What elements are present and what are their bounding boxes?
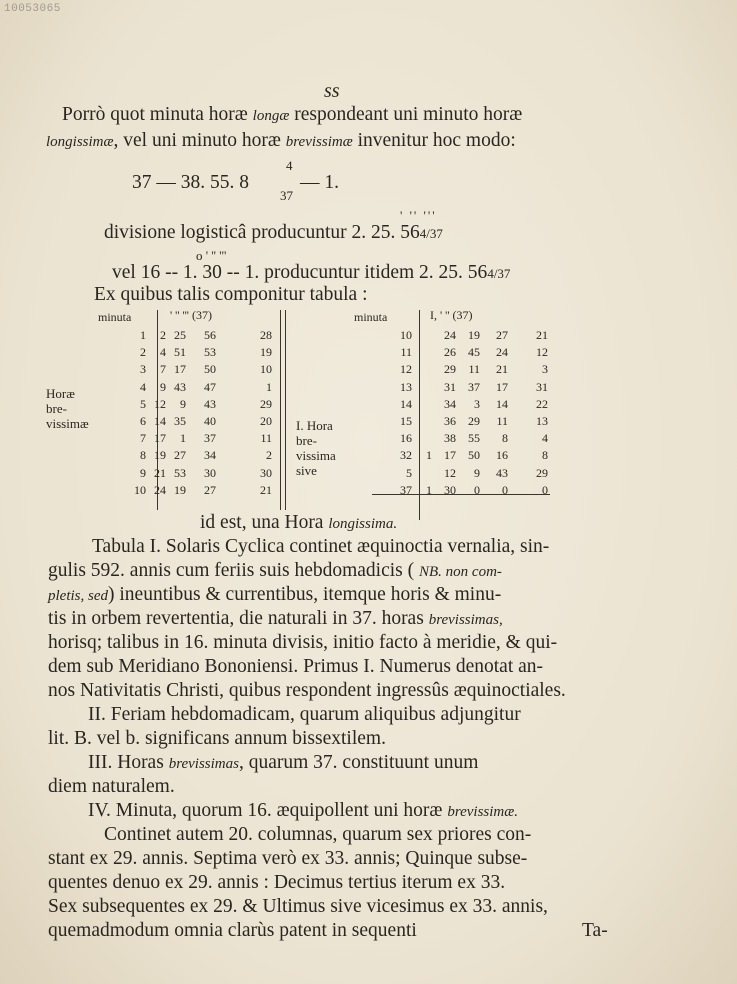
right-cell-m: 5 (406, 465, 412, 480)
right-cell-m: 32 (400, 448, 412, 463)
left-cell-b: 53 (174, 465, 186, 480)
left-cell-m: 3 (140, 362, 146, 377)
left-cell-d: 11 (260, 431, 272, 446)
text-line: longissimæ, vel uni minuto horæ brevissimæ invenitur hoc modo: (46, 130, 516, 151)
left-cell-a: 9 (160, 379, 166, 394)
text-line: nos Nativitatis Christi, quibus respondent ingressûs æquinoctiales. (48, 680, 566, 701)
left-row-label: Horæ bre- vissimæ (46, 386, 89, 431)
text-line: diem naturalem. (48, 776, 175, 797)
left-cell-m: 4 (140, 379, 146, 394)
left-cell-d: 29 (260, 396, 272, 411)
right-cell-c: 14 (496, 396, 508, 411)
left-cell-b: 43 (174, 379, 186, 394)
right-cell-a: 34 (444, 396, 456, 411)
text-line: IV. Minuta, quorum 16. æquipollent uni horæ brevissimæ. (88, 800, 519, 821)
left-cell-b: 17 (174, 362, 186, 377)
right-cell-d: 3 (542, 362, 548, 377)
equation-tail: — 1. (300, 172, 339, 193)
right-cell-d: 31 (536, 379, 548, 394)
right-cell-d: 12 (536, 345, 548, 360)
left-cell-c: 50 (204, 362, 216, 377)
left-cell-b: 1 (180, 431, 186, 446)
right-cell-m: 13 (400, 379, 412, 394)
text-line: quemadmodum omnia clarùs patent in sequenti (48, 920, 417, 941)
left-cell-a: 14 (154, 414, 166, 428)
catchword: Ta- (582, 920, 608, 941)
left-col-header-marks: ' '' ''' (37) (170, 308, 212, 322)
left-cell-m: 10 (134, 482, 146, 497)
right-cell-c: 24 (496, 345, 508, 360)
right-cell-a: 17 (444, 448, 456, 463)
text-line: tis in orbem revertentia, die naturali in 37. horas brevissimas, (48, 608, 503, 629)
left-cell-d: 30 (260, 465, 272, 480)
right-row-label: I. Hora bre- vissima sive (296, 418, 336, 478)
text-line: Continet autem 20. columnas, quarum sex priores con- (104, 824, 532, 845)
left-cell-c: 37 (204, 431, 216, 446)
right-cell-b: 55 (468, 431, 480, 446)
left-cell-c: 53 (204, 345, 216, 360)
left-cell-b: 25 (174, 328, 186, 342)
left-cell-b: 51 (174, 345, 186, 360)
left-cell-c: 43 (204, 396, 216, 411)
left-cell-b: 35 (174, 414, 186, 428)
right-cell-m: 10 (400, 328, 412, 342)
left-cell-c: 27 (204, 482, 216, 497)
left-cell-d: 2 (266, 448, 272, 463)
left-cell-a: 19 (154, 448, 166, 463)
left-cell-c: 34 (204, 448, 216, 463)
right-col-header-minuta: minuta (354, 310, 388, 324)
left-cell-d: 20 (260, 414, 272, 428)
text-line: horisq; talibus in 16. minuta divisis, initio facto à meridie, & qui- (48, 632, 558, 653)
left-cell-a: 21 (154, 465, 166, 480)
right-cell-a: 26 (444, 345, 456, 360)
right-cell-m: 37 (400, 482, 412, 497)
right-cell-a: 29 (444, 362, 456, 377)
text-line: quentes denuo ex 29. annis : Decimus tertius iterum ex 33. (48, 872, 506, 893)
right-cell-b: 0 (474, 482, 480, 497)
text-line: gulis 592. annis cum feriis suis hebdomadicis ( NB. non com- (48, 560, 502, 581)
left-cell-d: 21 (260, 482, 272, 497)
right-cell-c: 0 (502, 482, 508, 497)
right-cell-a: 36 (444, 414, 456, 428)
right-cell-b: 3 (474, 396, 480, 411)
left-cell-m: 1 (140, 328, 146, 342)
left-cell-m: 2 (140, 345, 146, 360)
right-col-header-marks: I, ' '' (37) (430, 308, 473, 322)
right-cell-m: 12 (400, 362, 412, 377)
left-cell-a: 4 (160, 345, 166, 360)
center-double-rule (285, 310, 286, 510)
right-cell-h: 1 (426, 448, 432, 463)
right-cell-a: 24 (444, 328, 456, 342)
left-cell-d: 19 (260, 345, 272, 360)
right-cell-h: 1 (426, 482, 432, 497)
left-cell-c: 47 (204, 379, 216, 394)
left-cell-b: 27 (174, 448, 186, 463)
page-signature: ss (324, 80, 340, 102)
right-cell-d: 8 (542, 448, 548, 463)
text-line: III. Horas brevissimas, quarum 37. constituunt unum (88, 752, 479, 773)
text-line: lit. B. vel b. significans annum bissextilem. (48, 728, 386, 749)
right-cell-a: 12 (444, 465, 456, 480)
left-cell-c: 40 (204, 414, 216, 428)
text-line: divisione logisticâ producuntur 2. 25. 564/37 (104, 222, 443, 243)
sexagesimal-marks: ' '' ''' (400, 208, 437, 223)
left-cell-a: 17 (154, 431, 166, 446)
left-cell-a: 7 (160, 362, 166, 377)
left-cell-a: 2 (160, 328, 166, 342)
text-line: stant ex 29. annis. Septima verò ex 33. annis; Quinque subse- (48, 848, 528, 869)
text-line: id est, una Hora longissima. (200, 512, 398, 533)
right-cell-m: 15 (400, 414, 412, 428)
right-cell-c: 21 (496, 362, 508, 377)
left-cell-b: 19 (174, 482, 186, 497)
right-cell-c: 43 (496, 465, 508, 480)
text-line: dem sub Meridiano Bononiensi. Primus I. Numerus denotat an- (48, 656, 544, 677)
right-cell-a: 30 (444, 482, 456, 497)
left-cell-m: 9 (140, 465, 146, 480)
left-cell-m: 5 (140, 396, 146, 411)
right-cell-b: 29 (468, 414, 480, 428)
text-line: Sex subsequentes ex 29. & Ultimus sive vicesimus ex 33. annis, (48, 896, 548, 917)
text-line: pletis, sed) ineuntibus & currentibus, itemque horis & minu- (48, 584, 502, 605)
center-double-rule (280, 310, 281, 510)
text-line: Tabula I. Solaris Cyclica continet æquinoctia vernalia, sin- (92, 536, 550, 557)
right-cell-b: 50 (468, 448, 480, 463)
fraction-numerator: 4 (286, 158, 293, 173)
right-cell-d: 13 (536, 414, 548, 428)
right-cell-b: 45 (468, 345, 480, 360)
left-cell-d: 28 (260, 328, 272, 342)
right-cell-a: 38 (444, 431, 456, 446)
right-cell-c: 16 (496, 448, 508, 463)
sexagesimal-marks: o ' '' ''' (196, 248, 227, 263)
right-cell-c: 27 (496, 328, 508, 342)
right-cell-b: 9 (474, 465, 480, 480)
text-line: II. Feriam hebdomadicam, quarum aliquibus adjungitur (88, 704, 521, 725)
right-cell-d: 22 (536, 396, 548, 411)
text-line: Porrò quot minuta horæ longæ respondeant uni minuto horæ (62, 104, 523, 125)
text-line: Ex quibus talis componitur tabula : (94, 284, 368, 305)
archive-id: 10053065 (4, 3, 61, 15)
right-cell-b: 37 (468, 379, 480, 394)
right-cell-d: 29 (536, 465, 548, 480)
right-cell-d: 4 (542, 431, 548, 446)
left-cell-a: 12 (154, 396, 166, 411)
right-cell-m: 14 (400, 396, 412, 411)
left-cell-b: 9 (180, 396, 186, 411)
right-cell-m: 16 (400, 431, 412, 446)
left-cell-m: 6 (140, 414, 146, 428)
right-cell-c: 8 (502, 431, 508, 446)
equation-line: 37 — 38. 55. 8 (132, 172, 249, 193)
left-cell-m: 8 (140, 448, 146, 463)
right-cell-m: 11 (400, 345, 412, 360)
left-cell-m: 7 (140, 431, 146, 446)
right-cell-d: 0 (542, 482, 548, 497)
left-cell-d: 10 (260, 362, 272, 377)
right-cell-b: 11 (468, 362, 480, 377)
right-cell-c: 11 (496, 414, 508, 428)
left-cell-c: 56 (204, 328, 216, 342)
right-cell-a: 31 (444, 379, 456, 394)
left-col-header-minuta: minuta (98, 310, 132, 324)
left-cell-d: 1 (266, 379, 272, 394)
left-cell-c: 30 (204, 465, 216, 480)
left-cell-a: 24 (154, 482, 166, 497)
right-cell-c: 17 (496, 379, 508, 394)
fraction-denominator: 37 (280, 188, 293, 203)
right-cell-b: 19 (468, 328, 480, 342)
text-line: vel 16 -- 1. 30 -- 1. producuntur itidem 2. 25. 564/37 (112, 262, 511, 283)
right-cell-d: 21 (536, 328, 548, 342)
